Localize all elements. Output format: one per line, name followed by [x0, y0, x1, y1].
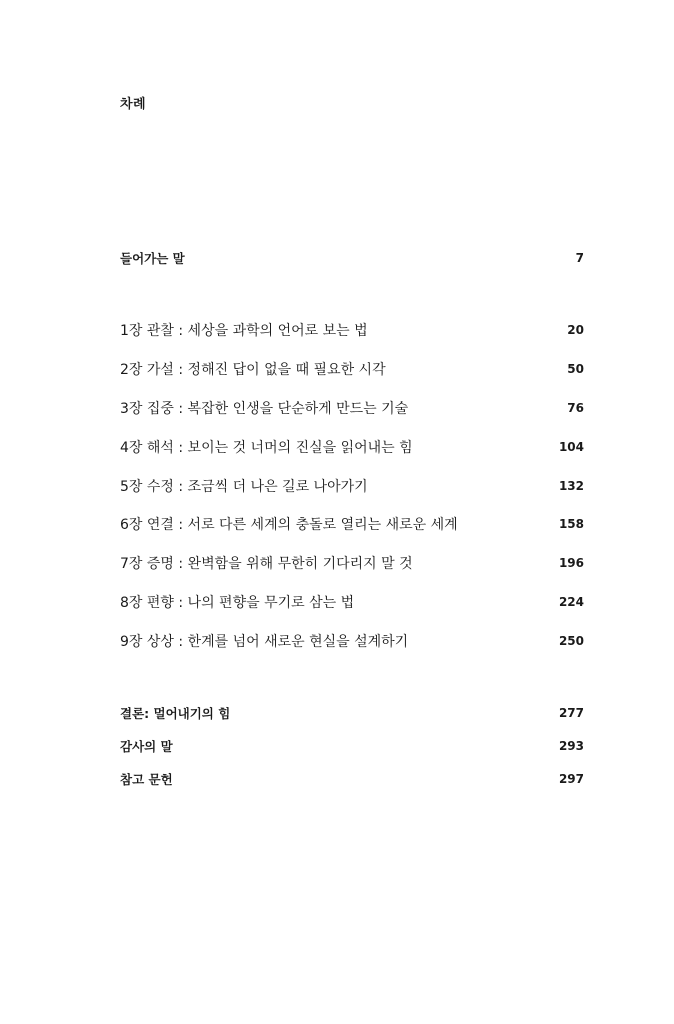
toc-page-number: 250: [558, 634, 584, 648]
toc-chapter-9[interactable]: [120, 630, 584, 652]
toc-label: 참고 문헌: [120, 772, 173, 787]
toc-references[interactable]: [120, 768, 584, 790]
toc-intro[interactable]: [120, 247, 584, 269]
toc-conclusion[interactable]: [120, 702, 584, 724]
toc-acknowledgements[interactable]: [120, 735, 584, 757]
toc-label: 5장 수정 : 조금씩 더 나은 길로 나아가기: [120, 479, 368, 495]
toc-page-number: 158: [558, 517, 584, 531]
toc-label: 7장 증명 : 완벽함을 위해 무한히 기다리지 말 것: [120, 556, 413, 572]
toc-chapter-3[interactable]: [120, 397, 584, 419]
toc-chapter-6[interactable]: [120, 513, 584, 535]
toc-label: 8장 편향 : 나의 편향을 무기로 삼는 법: [120, 595, 355, 611]
toc-page-number: 293: [558, 739, 584, 753]
toc-label: 결론: 멀어내기의 힘: [120, 706, 231, 721]
toc-chapter-7[interactable]: [120, 552, 584, 574]
toc-page-number: 76: [567, 401, 584, 415]
toc-chapter-4[interactable]: [120, 436, 584, 458]
toc-chapter-5[interactable]: [120, 475, 584, 497]
toc-chapter-2[interactable]: [120, 358, 584, 380]
toc-label: 4장 해석 : 보이는 것 너머의 진실을 읽어내는 힘: [120, 440, 413, 456]
toc-chapter-8[interactable]: [120, 591, 584, 613]
toc-label: 1장 관찰 : 세상을 과학의 언어로 보는 법: [120, 323, 368, 339]
toc-page-number: 20: [567, 323, 584, 337]
toc-label: 감사의 말: [120, 739, 173, 754]
toc-label: 3장 집중 : 복잡한 인생을 단순하게 만드는 기술: [120, 401, 409, 417]
toc-label: 6장 연결 : 서로 다른 세계의 충돌로 열리는 새로운 세계: [120, 517, 458, 533]
toc-page-number: 277: [558, 706, 584, 720]
toc-page-number: 224: [558, 595, 584, 609]
toc-label: 들어가는 말: [120, 251, 185, 266]
toc-page-number: 132: [558, 479, 584, 493]
toc-label: 2장 가설 : 정해진 답이 없을 때 필요한 시각: [120, 362, 386, 378]
toc-label: 9장 상상 : 한계를 넘어 새로운 현실을 설계하기: [120, 634, 409, 650]
toc-page-number: 196: [558, 556, 584, 570]
toc-page-number: 50: [567, 362, 584, 376]
toc-page-number: 297: [558, 772, 584, 786]
toc-page-number: 7: [575, 251, 584, 265]
toc-page-number: 104: [558, 440, 584, 454]
toc-chapter-1[interactable]: [120, 319, 584, 341]
page-title: 차례: [120, 97, 147, 112]
